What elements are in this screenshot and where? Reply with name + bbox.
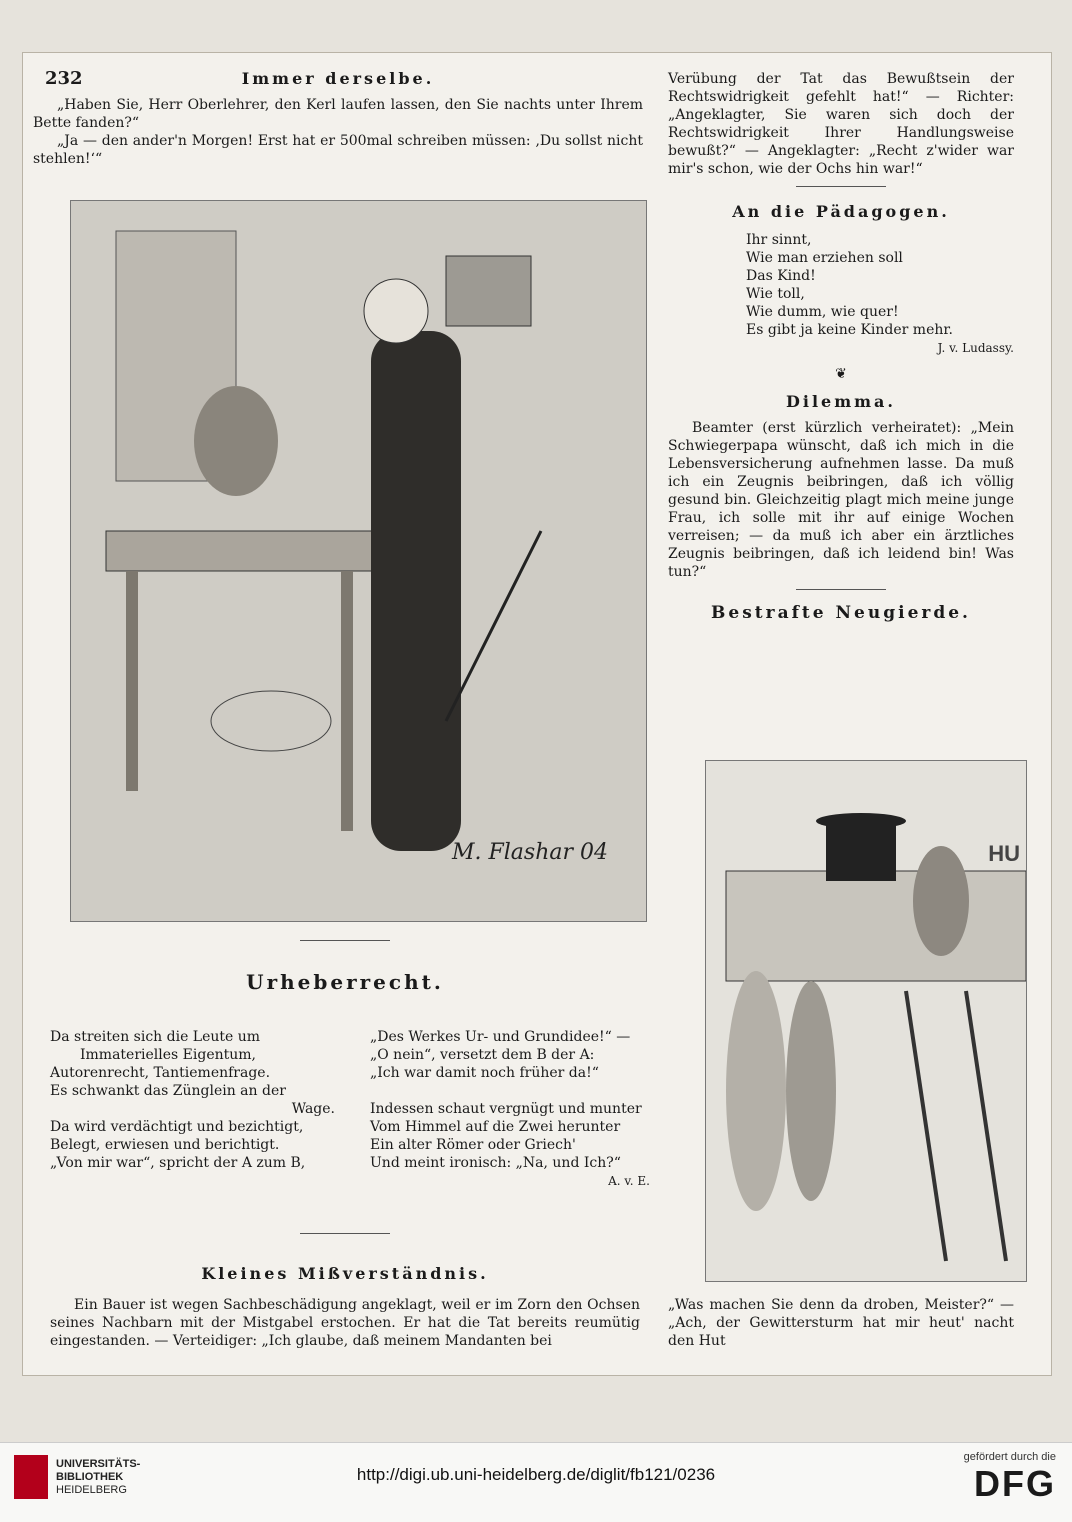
poem-line: „Von mir war“, spricht der A zum B, [50, 1155, 306, 1171]
divider-1 [300, 940, 390, 941]
library-line: UNIVERSITÄTS- [56, 1457, 141, 1470]
kleines-text: Ein Bauer ist wegen Sachbeschädigung angeklagt, weil er im Zorn den Ochsen seines Nachbarn mit der Mistgabel erstochen. Er hat die Tat bereits reumütig eingestanden. — Verteidiger: „Ich glaube, daß meinem Mandanten bei [50, 1297, 640, 1349]
library-line: BIBLIOTHEK [56, 1470, 124, 1483]
urheber-title: Urheberrecht. [246, 970, 444, 994]
urheber-column-2 [370, 1028, 650, 1190]
poem-line: Wie toll, [746, 286, 805, 302]
poem-line: Und meint ironisch: „Na, und Ich?“ [370, 1155, 621, 1171]
poem-line: „Ich war damit noch früher da!“ [370, 1065, 599, 1081]
poem-line: Autorenrecht, Tantiemenfrage. [50, 1065, 271, 1081]
urheber-column-1 [50, 1028, 335, 1172]
bestrafte-title: Bestrafte Neugierde. [711, 603, 971, 623]
left-column [33, 70, 643, 168]
paedagogen-credit: J. v. Ludassy. [937, 341, 1014, 355]
funded-by-label: gefördert durch die [963, 1451, 1056, 1463]
urheber-poem [50, 1028, 650, 1188]
poem-line: Indessen schaut vergnügt und munter [370, 1101, 642, 1117]
poem-line: Das Kind! [746, 268, 816, 284]
bestrafte-caption: „Was machen Sie denn da droben, Meister?“ — „Ach, der Gewittersturm hat mir heut' nacht den Hut [668, 1297, 1014, 1349]
poem-line: Wie man erziehen soll [746, 250, 903, 266]
paedagogen-title: An die Pädagogen. [732, 202, 950, 221]
poem-line: „Des Werkes Ur- und Grundidee!“ — [370, 1029, 631, 1045]
dilemma-text: Beamter (erst kürzlich verheiratet): „Mein Schwiegerpapa wünscht, daß ich mich in die Lebensversicherung aufnehmen lasse. Da muß ich ein Zeugnis beibringen, daß ich völlig gesund bin. Gleichzeitig plagt mich meine junge Frau, ich solle mit ihr auf einige Wochen verreisen; — da muß ich aber ein ärztliches Zeugnis beibringen, daß ich leidend bin! Was tun?“ [668, 420, 1014, 580]
library-line: HEIDELBERG [56, 1483, 127, 1496]
page-number: 232 [45, 68, 83, 89]
poem-line: Es schwankt das Zünglein an der [50, 1083, 286, 1099]
poem-line: Es gibt ja keine Kinder mehr. [746, 322, 953, 338]
poem-line: Da wird verdächtigt und bezichtigt, [50, 1119, 304, 1135]
immer-paragraph-1: „Haben Sie, Herr Oberlehrer, den Kerl laufen lassen, den Sie nachts unter Ihrem Bette fanden?“ [33, 97, 643, 131]
teacher-illustration [70, 200, 647, 922]
teacher-drawing [71, 201, 646, 921]
poem-line: Immaterielles Eigentum, [80, 1047, 256, 1063]
urheber-credit: A. v. E. [608, 1174, 650, 1188]
immer-paragraph-2: „Ja — den ander'n Morgen! Erst hat er 500mal schreiben müssen: ‚Du sollst nicht stehlen!‘“ [33, 133, 643, 167]
kleines-title: Kleines Mißverständnis. [201, 1264, 489, 1283]
divider-3 [796, 186, 886, 187]
right-column [668, 70, 1014, 622]
ornament-icon: ❦ [835, 366, 847, 382]
continued-text: Verübung der Tat das Bewußtsein der Rechtswidrigkeit gefehlt hat!“ — Richter: „Angeklagter, Sie waren sich doch der Rechtswidrigkeit Ihrer Handlungsweise bewußt?“ — Angeklagter: „Recht z'wider war mir's schon, wie der Ochs hin war!“ [668, 71, 1014, 177]
dfg-wordmark: DFG [974, 1463, 1056, 1504]
poem-line: Vom Himmel auf die Zwei herunter [370, 1119, 621, 1135]
poem-spacer [370, 1082, 650, 1100]
shop-sign: HU [988, 841, 1020, 866]
poem-line: Wie dumm, wie quer! [746, 304, 899, 320]
immer-title: Immer derselbe. [241, 69, 435, 88]
poem-line: Ein alter Römer oder Griech' [370, 1137, 576, 1153]
dfg-logo[interactable] [964, 1451, 1056, 1505]
poem-line: Da streiten sich die Leute um [50, 1029, 261, 1045]
dilemma-title: Dilemma. [785, 392, 896, 411]
divider-2 [300, 1233, 390, 1234]
poem-line: Belegt, erwiesen und berichtigt. [50, 1137, 280, 1153]
viewer-footer [0, 1442, 1072, 1522]
illustration-signature: M. Flashar 04 [451, 840, 608, 865]
poem-line: Ihr sinnt, [746, 232, 812, 248]
poem-line: Wage. [291, 1101, 335, 1117]
divider-4 [796, 589, 886, 590]
poem-line: „O nein“, versetzt dem B der A: [370, 1047, 595, 1063]
ladder-drawing [706, 761, 1026, 1281]
paedagogen-poem [746, 231, 1014, 339]
permalink-url[interactable]: http://digi.ub.uni-heidelberg.de/diglit/fb121/0236 [356, 1465, 716, 1484]
ladder-illustration [705, 760, 1027, 1282]
